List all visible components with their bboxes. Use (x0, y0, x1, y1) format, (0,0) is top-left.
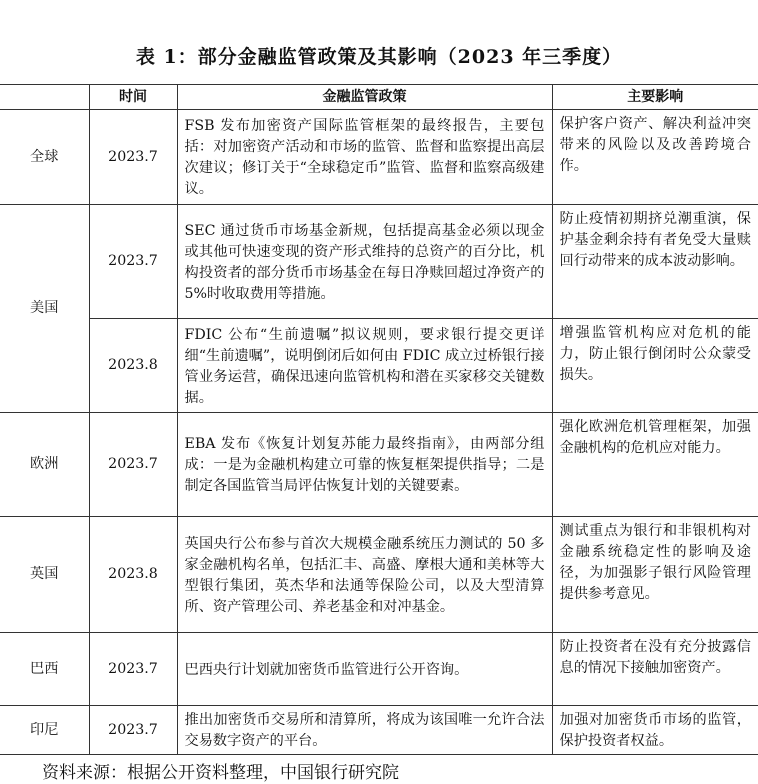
impact-cell: 防止投资者在没有充分披露信息的情况下接触加密资产。 (552, 633, 758, 706)
policy-cell: SEC 通过货币市场基金新规，包括提高基金必须以现金或其他可快速变现的资产形式维持的总资产的百分比，机构投资者的部分货币市场基金在每日净赎回超过净资产的 5%时收取费用等措施。 (177, 205, 552, 319)
date-cell: 2023.8 (89, 319, 177, 413)
header-time: 时间 (89, 85, 177, 110)
header-impact: 主要影响 (552, 85, 758, 110)
table-row (0, 633, 758, 706)
table-row (0, 706, 758, 755)
table-row (0, 517, 758, 633)
header-region (0, 85, 89, 110)
region-cell: 印尼 (0, 706, 89, 755)
date-cell: 2023.7 (89, 706, 177, 755)
table-row (0, 110, 758, 205)
table-caption: 表 1：部分金融监管政策及其影响（2023 年三季度） (135, 46, 623, 68)
policy-cell: 推出加密货币交易所和清算所，将成为该国唯一允许合法交易数字资产的平台。 (177, 706, 552, 755)
date-cell: 2023.8 (89, 517, 177, 633)
impact-cell: 测试重点为银行和非银机构对金融系统稳定性的影响及途径，为加强影子银行风险管理提供参考意见。 (552, 517, 758, 633)
date-cell: 2023.7 (89, 413, 177, 517)
date-cell: 2023.7 (89, 633, 177, 706)
impact-cell: 强化欧洲危机管理框架，加强金融机构的危机应对能力。 (552, 413, 758, 517)
source-note: 资料来源：根据公开资料整理，中国银行研究院 (42, 763, 399, 783)
region-cell: 巴西 (0, 633, 89, 706)
policy-cell: FSB 发布加密资产国际监管框架的最终报告，主要包括：对加密资产活动和市场的监管、监督和监察提出高层次建议；修订关于“全球稳定币”监管、监督和监察高级建议。 (177, 110, 552, 205)
header-row (0, 85, 758, 110)
impact-cell: 保护客户资产、解决利益冲突带来的风险以及改善跨境合作。 (552, 110, 758, 205)
region-cell: 全球 (0, 110, 89, 205)
policy-cell: FDIC 公布“生前遗嘱”拟议规则，要求银行提交更详细“生前遗嘱”，说明倒闭后如何由 FDIC 成立过桥银行接管业务运营，确保迅速向监管机构和潜在买家移交关键数据。 (177, 319, 552, 413)
table-row (0, 413, 758, 517)
table-row (0, 205, 758, 319)
date-cell: 2023.7 (89, 205, 177, 319)
table-row (0, 319, 758, 413)
header-policy: 金融监管政策 (177, 85, 552, 110)
impact-cell: 增强监管机构应对危机的能力，防止银行倒闭时公众蒙受损失。 (552, 319, 758, 413)
region-cell: 美国 (0, 205, 89, 413)
impact-cell: 加强对加密货币市场的监管，保护投资者权益。 (552, 706, 758, 755)
policy-cell: 英国央行公布参与首次大规模金融系统压力测试的 50 多家金融机构名单，包括汇丰、高盛、摩根大通和美林等大型银行集团，英杰华和法通等保险公司，以及大型清算所、资产管理公司、养老基金和对冲基金。 (177, 517, 552, 633)
region-cell: 英国 (0, 517, 89, 633)
region-cell: 欧洲 (0, 413, 89, 517)
date-cell: 2023.7 (89, 110, 177, 205)
impact-cell: 防止疫情初期挤兑潮重演，保护基金剩余持有者免受大量赎回行动带来的成本波动影响。 (552, 205, 758, 319)
policy-cell: EBA 发布《恢复计划复苏能力最终指南》，由两部分组成：一是为金融机构建立可靠的恢复框架提供指导；二是制定各国监管当局评估恢复计划的关键要素。 (177, 413, 552, 517)
policy-table (0, 84, 758, 755)
policy-cell: 巴西央行计划就加密货币监管进行公开咨询。 (177, 633, 552, 706)
